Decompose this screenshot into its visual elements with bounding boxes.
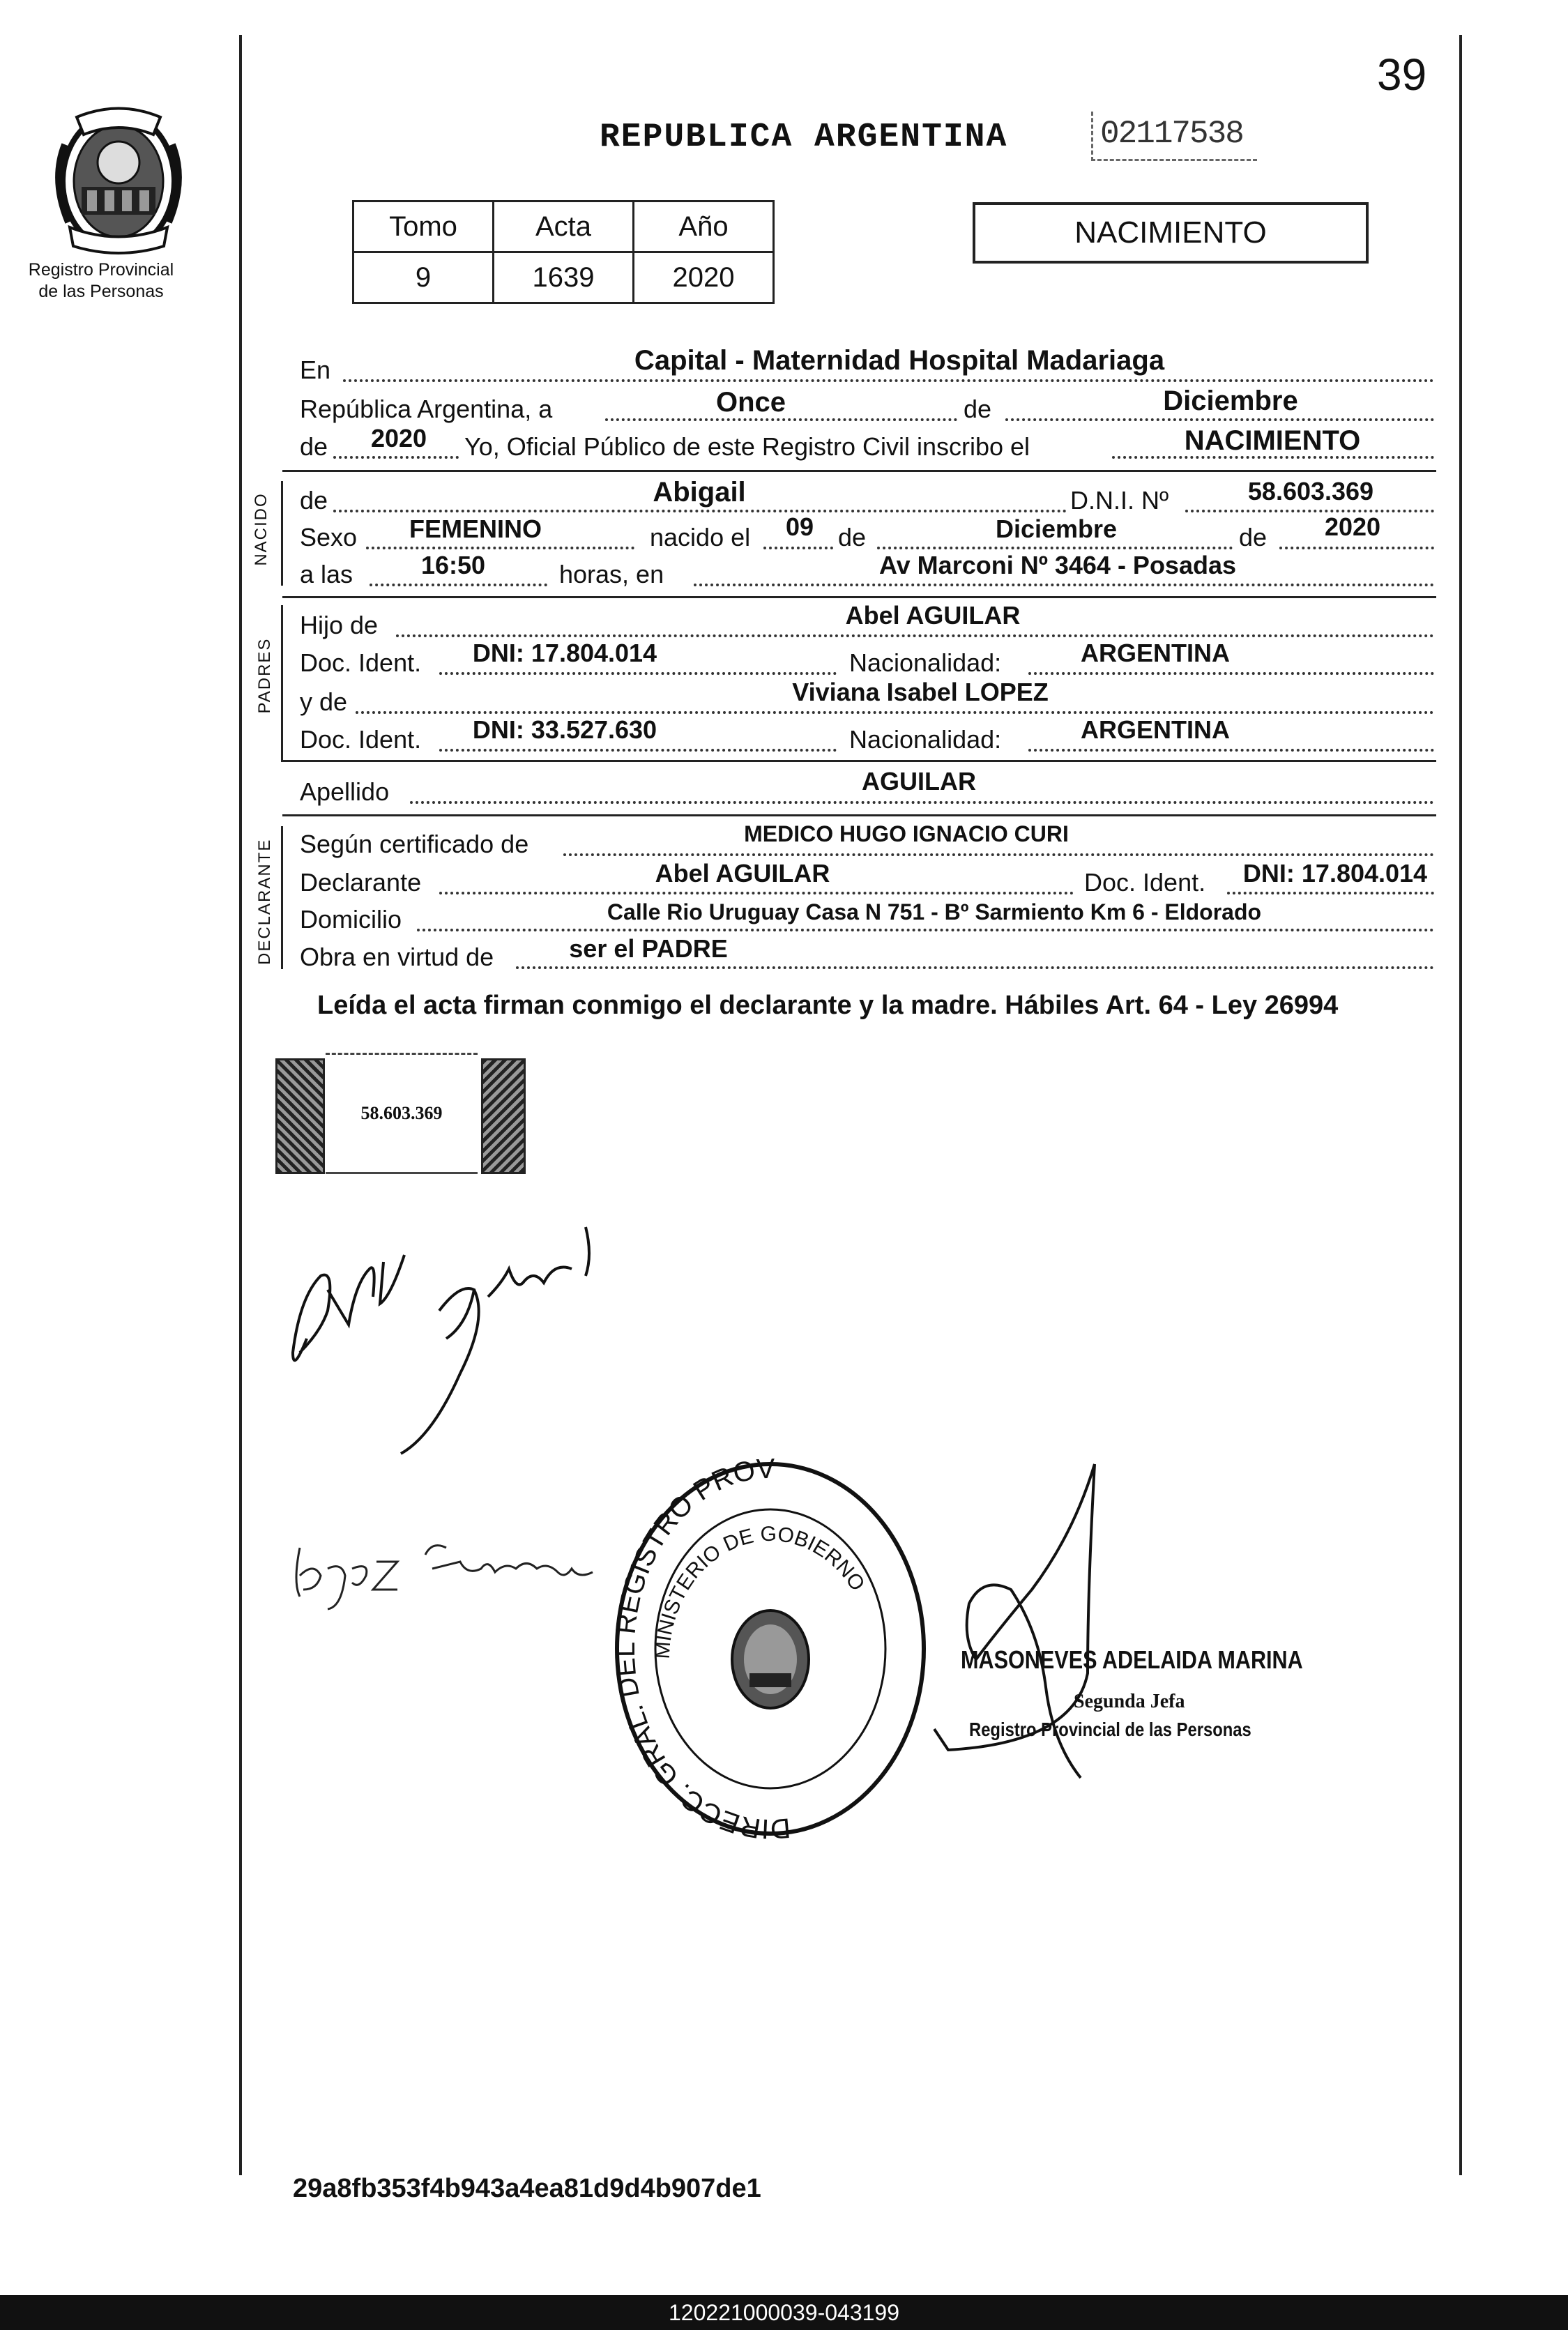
section-bar bbox=[281, 605, 283, 762]
de-label: de bbox=[1239, 523, 1268, 551]
place-value: Capital - Maternidad Hospital Madariaga bbox=[634, 345, 1165, 376]
officer-role: Segunda Jefa bbox=[1074, 1691, 1185, 1712]
dni-label: D.N.I. Nº bbox=[1070, 486, 1169, 515]
stamp-number: 58.603.369 bbox=[360, 1103, 443, 1123]
dotted-line bbox=[1227, 892, 1434, 894]
sexo-value: FEMENINO bbox=[409, 515, 542, 543]
year-value: 2020 bbox=[370, 424, 427, 452]
child-dni: 58.603.369 bbox=[1247, 477, 1374, 505]
father-name: Abel AGUILAR bbox=[845, 601, 1021, 630]
fingerprint-stamp-center bbox=[326, 1053, 478, 1174]
fingerprint-left-icon bbox=[275, 1058, 325, 1174]
dotted-line bbox=[370, 584, 547, 586]
nacionalidad-label: Nacionalidad: bbox=[849, 648, 1002, 677]
province-seal-logo bbox=[38, 103, 199, 257]
de-label: de bbox=[964, 395, 992, 423]
father-nationality: ARGENTINA bbox=[1081, 639, 1230, 667]
padres-side-label: PADRES bbox=[255, 637, 274, 714]
header-anio: Año bbox=[634, 201, 774, 252]
child-name: Abigail bbox=[653, 477, 746, 508]
domicilio-label: Domicilio bbox=[300, 905, 402, 934]
dotted-line bbox=[877, 547, 1233, 549]
father-doc: DNI: 17.804.014 bbox=[472, 639, 657, 667]
y-de-label: y de bbox=[300, 687, 348, 716]
mother-doc: DNI: 33.527.630 bbox=[472, 715, 657, 744]
doc-label: Doc. Ident. bbox=[300, 725, 422, 754]
dotted-line bbox=[563, 853, 1434, 856]
birth-day: 09 bbox=[785, 512, 814, 541]
officer-name: MASONEVES ADELAIDA MARINA bbox=[961, 1645, 1303, 1674]
doc-label: Doc. Ident. bbox=[1084, 868, 1206, 897]
en-label: En bbox=[300, 356, 331, 384]
left-margin-line bbox=[239, 35, 242, 2175]
record-type-box: NACIMIENTO bbox=[973, 202, 1369, 264]
birth-month: Diciembre bbox=[995, 515, 1118, 543]
value-tomo: 9 bbox=[353, 252, 494, 303]
closing-text: Leída el acta firman conmigo el declarante y la madre. Hábiles Art. 64 - Ley 26994 bbox=[317, 991, 1339, 1020]
registry-caption: Registro Provincial de las Personas bbox=[28, 260, 174, 301]
dotted-line bbox=[694, 584, 1434, 586]
officer-office: Registro Provincial de las Personas bbox=[969, 1719, 1251, 1740]
cert-value: MEDICO HUGO IGNACIO CURI bbox=[744, 821, 1069, 846]
dotted-line bbox=[763, 547, 833, 549]
officer-signature bbox=[906, 1450, 1129, 1799]
footer-code-bar bbox=[0, 2295, 1568, 2330]
dotted-line bbox=[417, 929, 1434, 931]
document-hash: 29a8fb353f4b943a4ea81d9d4b907de1 bbox=[293, 2174, 761, 2203]
mother-name: Viviana Isabel LOPEZ bbox=[792, 678, 1049, 706]
official-round-seal bbox=[607, 1450, 934, 1841]
value-anio: 2020 bbox=[634, 252, 774, 303]
declarante-name: Abel AGUILAR bbox=[655, 859, 830, 888]
dotted-line bbox=[333, 510, 1067, 512]
doc-label: Doc. Ident. bbox=[300, 648, 422, 677]
nacionalidad-label: Nacionalidad: bbox=[849, 725, 1002, 754]
apellido-value: AGUILAR bbox=[862, 767, 976, 795]
footer-code: 120221000039-043199 bbox=[669, 2299, 899, 2325]
dotted-line bbox=[516, 966, 1434, 969]
section-divider bbox=[282, 814, 1436, 816]
dotted-line bbox=[356, 711, 1434, 714]
page-number: 39 bbox=[1377, 50, 1427, 100]
dotted-line bbox=[605, 418, 957, 421]
de-label: de bbox=[838, 523, 867, 551]
dotted-line bbox=[410, 801, 1434, 804]
declarante-label: Declarante bbox=[300, 868, 422, 897]
section-divider bbox=[282, 760, 1436, 762]
horas-label: horas, en bbox=[559, 560, 664, 588]
dotted-line bbox=[333, 456, 459, 459]
dotted-line bbox=[439, 892, 1074, 894]
obra-value: ser el PADRE bbox=[569, 934, 728, 963]
nacido-side-label: NACIDO bbox=[252, 492, 271, 566]
de-label: de bbox=[300, 486, 328, 515]
officer-text: Yo, Oficial Público de este Registro Civil inscribo el bbox=[464, 432, 1030, 461]
birth-year: 2020 bbox=[1324, 512, 1381, 541]
serial-number-stamp: 02117538 bbox=[1091, 112, 1257, 161]
dotted-line bbox=[1028, 749, 1434, 752]
section-divider bbox=[282, 470, 1436, 472]
a-las-label: a las bbox=[300, 560, 353, 588]
fingerprint-right-icon bbox=[481, 1058, 526, 1174]
section-bar bbox=[281, 481, 283, 586]
mother-signature bbox=[286, 1520, 621, 1611]
dotted-line bbox=[439, 672, 837, 675]
dotted-line bbox=[396, 634, 1434, 637]
nacido-el-label: nacido el bbox=[650, 523, 751, 551]
de2-label: de bbox=[300, 432, 328, 461]
value-acta: 1639 bbox=[494, 252, 634, 303]
sexo-label: Sexo bbox=[300, 523, 358, 551]
dotted-line bbox=[343, 379, 1434, 382]
month-value: Diciembre bbox=[1163, 386, 1298, 416]
fingerprint-stamp bbox=[275, 1053, 526, 1171]
document-title: REPUBLICA ARGENTINA bbox=[600, 119, 1008, 156]
dotted-line bbox=[366, 547, 634, 549]
declarante-doc: DNI: 17.804.014 bbox=[1242, 859, 1428, 888]
dotted-line bbox=[1028, 672, 1434, 675]
hijo-label: Hijo de bbox=[300, 611, 379, 639]
header-tomo: Tomo bbox=[353, 201, 494, 252]
dotted-line bbox=[1279, 547, 1434, 549]
declarant-signature bbox=[279, 1213, 641, 1464]
dotted-line bbox=[1005, 418, 1434, 421]
cert-label: Según certificado de bbox=[300, 830, 529, 858]
header-acta: Acta bbox=[494, 201, 634, 252]
act-value: NACIMIENTO bbox=[1184, 425, 1361, 456]
day-value: Once bbox=[715, 387, 786, 418]
record-table bbox=[352, 200, 775, 304]
obra-label: Obra en virtud de bbox=[300, 943, 494, 971]
dotted-line bbox=[439, 749, 837, 752]
section-bar bbox=[281, 826, 283, 969]
birth-time: 16:50 bbox=[420, 551, 486, 579]
seal-outer-text: DIRECC. GRAL. DEL REGISTRO PROV bbox=[609, 1453, 792, 1841]
declarante-side-label: DECLARANTE bbox=[255, 838, 274, 965]
birth-place: Av Marconi Nº 3464 - Posadas bbox=[878, 551, 1237, 579]
seal-inner-text: MINISTERIO DE GOBIERNO bbox=[650, 1522, 869, 1660]
mother-nationality: ARGENTINA bbox=[1081, 715, 1230, 744]
republica-label: República Argentina, a bbox=[300, 395, 553, 423]
apellido-label: Apellido bbox=[300, 777, 390, 806]
domicile-value: Calle Rio Uruguay Casa N 751 - Bº Sarmiento Km 6 - Eldorado bbox=[607, 899, 1262, 924]
dotted-line bbox=[1185, 510, 1434, 512]
section-divider bbox=[282, 596, 1436, 598]
right-margin-line bbox=[1459, 35, 1462, 2175]
